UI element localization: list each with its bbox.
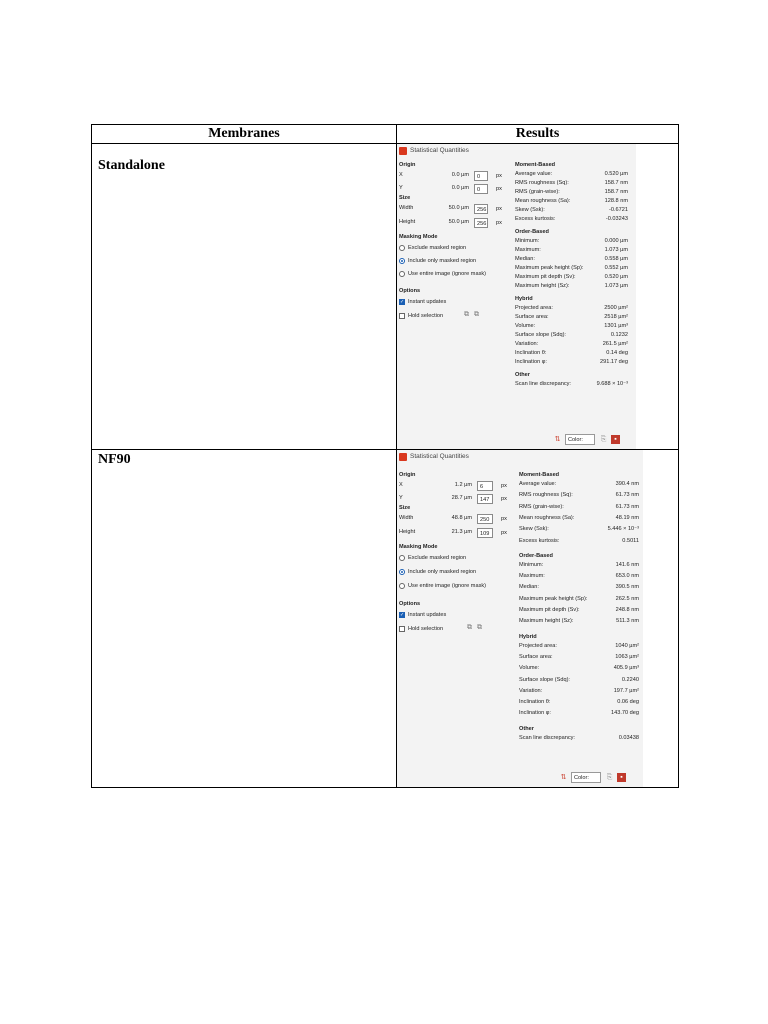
order-row-value: 653.0 nm [615,573,639,580]
height-value: 50.0 µm [448,219,469,225]
color-button[interactable]: Color: [571,772,601,783]
order-row-value: 1.073 µm [604,283,628,289]
mask-option-radio[interactable] [399,583,405,589]
y-value: 0.0 µm [451,185,469,191]
color-button[interactable]: Color: [565,434,595,445]
y-px-input[interactable]: 147 [477,494,493,504]
order-row-value: 1.073 µm [604,247,628,253]
other-row-value: 9.688 × 10⁻³ [596,381,628,387]
hybrid-heading: Hybrid [519,633,537,640]
x-label: X [399,482,403,488]
mask-option-radio[interactable] [399,245,405,251]
moment-row-label: Mean roughness (Sa): [519,514,575,521]
instant-updates-checkbox[interactable]: ✓ [400,612,405,618]
order-row-label: Minimum: [519,561,544,568]
moment-row-value: 0.5011 [622,537,639,544]
order-row-label: Maximum: [515,247,541,253]
height-label: Height [399,529,416,535]
hybrid-row-label: Inclination θ: [519,699,551,706]
x-value: 1.2 µm [454,482,472,488]
other-heading: Other [515,372,530,378]
moment-row-value: 61.73 nm [615,503,639,510]
mask-option-label[interactable]: Include only masked region [408,568,477,575]
membranes-results-table [91,124,679,788]
copy-icon[interactable]: ⎘ [600,436,607,443]
app-icon [399,453,407,461]
order-row-value: 390.5 nm [615,584,639,591]
copy-icon[interactable]: ⎘ [606,774,613,781]
moment-heading: Moment-Based [515,162,556,168]
instant-updates-label[interactable]: Instant updates [408,298,447,305]
moment-row-label: Excess kurtosis: [515,216,556,222]
spin-arrows-icon[interactable] [495,481,499,491]
width-px-input[interactable]: 256 [474,204,488,214]
x-px-input[interactable]: 0 [474,171,488,181]
x-px-input[interactable]: 6 [477,481,493,491]
order-row-value: 0.558 µm [604,256,628,262]
mask-option-radio[interactable] [399,569,405,575]
width-px-unit: px [496,206,502,212]
hybrid-row-value: 0.2240 [621,676,639,683]
y-label: Y [399,495,403,501]
moment-row-label: RMS roughness (Sq): [515,180,569,186]
hold-selection-label[interactable]: Hold selection [408,312,444,319]
width-label: Width [399,205,414,211]
hybrid-row-value: 1040 µm² [615,642,639,649]
hybrid-row-value: 1301 µm³ [604,323,628,329]
other-row-label: Scan line discrepancy: [515,381,571,387]
spin-arrows-icon[interactable] [490,218,494,228]
copy-icon[interactable]: ⧉ [464,311,469,318]
table-row [92,450,679,788]
x-px-unit: px [496,173,502,179]
moment-row-label: Average value: [515,171,553,177]
hybrid-row-label: Volume: [519,665,540,672]
moment-row-label: Excess kurtosis: [519,537,560,544]
hybrid-row-label: Inclination φ: [519,710,551,717]
order-row-value: 248.8 nm [615,607,639,613]
membrane-cell [92,450,397,788]
other-row-value: 0.03438 [618,734,639,741]
statistical-quantities-dialog [397,450,643,787]
other-heading: Other [519,725,534,732]
hybrid-row-value: 405.9 µm³ [613,665,639,672]
width-value: 50.0 µm [448,205,469,211]
mask-option-radio[interactable] [399,258,405,264]
y-label: Y [399,185,403,191]
moment-heading: Moment-Based [519,472,560,478]
save-icon[interactable]: ▪ [617,773,626,782]
mask-option-radio[interactable] [399,555,405,561]
order-heading: Order-Based [519,552,553,559]
paste-icon[interactable]: ⧉ [474,311,479,318]
order-row-label: Maximum pit depth (Sv): [515,274,576,280]
dialog-titlebar [397,450,643,464]
order-row-value: 141.6 nm [615,561,639,568]
dialog-titlebar [397,144,636,158]
swap-icon[interactable]: ⇅ [560,774,567,781]
order-row-value: 511.3 nm [616,618,639,625]
table-row [92,144,679,450]
order-row-label: Median: [515,256,535,262]
moment-row-label: Skew (Ssk): [519,526,549,533]
size-heading: Size [399,195,411,201]
hybrid-row-label: Variation: [515,341,539,347]
statistical-quantities-dialog [397,144,636,449]
order-row-label: Maximum: [519,573,545,580]
moment-row-value: 48.19 nm [615,514,639,521]
other-row-label: Scan line discrepancy: [519,734,575,741]
mask-option-label[interactable]: Use entire image (ignore mask) [408,582,487,589]
moment-row-value: 61.73 nm [615,492,639,499]
app-icon [399,147,407,155]
dialog-title: Statistical Quantities [410,147,469,154]
spin-arrows-icon[interactable] [495,514,499,524]
instant-updates-checkbox[interactable]: ✓ [400,299,405,305]
order-row-label: Maximum pit depth (Sv): [519,607,580,613]
moment-row-label: RMS (grain-wise): [515,189,560,195]
height-value: 21.3 µm [451,529,472,535]
order-row-value: 0.520 µm [604,274,628,280]
order-row-value: 262.5 nm [615,595,639,602]
membrane-label: NF90 [98,452,131,467]
hybrid-row-label: Surface area: [515,314,549,320]
masking-heading: Masking Mode [399,234,438,240]
height-label: Height [399,219,416,225]
hybrid-row-label: Variation: [519,687,543,694]
hybrid-row-label: Surface slope (Sdq): [519,676,570,683]
hybrid-row-label: Inclination φ: [515,359,547,365]
x-label: X [399,172,403,178]
height-px-input[interactable]: 109 [477,528,493,538]
mask-option-label[interactable]: Include only masked region [408,257,477,264]
hold-selection-label[interactable]: Hold selection [408,625,444,632]
hold-selection-checkbox[interactable] [399,313,405,319]
header-membranes: Membranes [92,125,397,144]
moment-row-value: 0.520 µm [604,171,628,177]
instant-updates-label[interactable]: Instant updates [408,611,447,618]
order-row-label: Maximum peak height (Sp): [515,265,584,271]
mask-option-radio[interactable] [399,271,405,277]
moment-row-value: -0.6721 [609,207,628,213]
hybrid-row-value: 0.06 deg [617,699,639,706]
membrane-label: Standalone [98,158,165,173]
moment-row-value: 128.8 nm [604,198,628,204]
order-row-label: Maximum height (Sz): [515,283,570,289]
y-value: 28.7 µm [451,495,472,501]
order-row-value: 0.000 µm [604,238,628,244]
moment-row-label: Mean roughness (Sa): [515,198,571,204]
hold-selection-checkbox[interactable] [399,626,405,632]
swap-icon[interactable]: ⇅ [554,436,561,443]
moment-row-label: RMS (grain-wise): [519,503,564,510]
hybrid-row-label: Projected area: [515,305,553,311]
y-px-unit: px [496,186,502,192]
header-results: Results [397,125,679,144]
hybrid-heading: Hybrid [515,296,533,302]
x-value: 0.0 µm [451,172,469,178]
table-header-row [92,125,679,144]
masking-heading: Masking Mode [399,544,438,550]
height-px-unit: px [496,220,502,226]
hybrid-row-label: Surface slope (Sdq): [515,332,566,338]
hybrid-row-value: 143.70 deg [611,710,639,717]
moment-row-value: 5.446 × 10⁻³ [607,526,639,533]
origin-heading: Origin [399,162,416,168]
hybrid-row-value: 291.17 deg [600,359,628,365]
moment-row-value: 158.7 nm [604,189,628,195]
hybrid-row-value: 0.14 deg [606,350,628,356]
y-px-input[interactable]: 0 [474,184,488,194]
hybrid-row-label: Projected area: [519,642,557,649]
copy-icon[interactable]: ⧉ [467,624,472,631]
height-px-unit: px [501,530,507,536]
options-heading: Options [399,601,421,607]
order-row-label: Maximum peak height (Sp): [519,595,588,602]
moment-row-label: Skew (Ssk): [515,207,545,213]
moment-row-label: Average value: [519,481,557,487]
spin-arrows-icon[interactable] [495,494,499,504]
hybrid-row-value: 0.1232 [610,332,628,338]
moment-row-value: 158.7 nm [604,180,628,186]
order-heading: Order-Based [515,229,549,235]
hybrid-row-label: Surface area: [519,653,553,660]
mask-option-label[interactable]: Use entire image (ignore mask) [408,270,487,277]
hybrid-row-value: 261.5 µm² [602,341,628,347]
order-row-value: 0.552 µm [604,265,628,271]
paste-icon[interactable]: ⧉ [477,624,482,631]
x-px-unit: px [501,483,507,489]
order-row-label: Minimum: [515,238,540,244]
moment-row-label: RMS roughness (Sq): [519,492,573,499]
width-px-unit: px [501,516,507,522]
height-px-input[interactable]: 256 [474,218,488,228]
moment-row-value: 390.4 nm [615,481,639,487]
width-px-input[interactable]: 250 [477,514,493,524]
order-row-label: Median: [519,584,539,591]
spin-arrows-icon[interactable] [495,528,499,538]
hybrid-row-value: 1063 µm² [615,653,639,660]
hybrid-row-label: Inclination θ: [515,350,547,356]
moment-row-value: -0.03243 [605,216,628,222]
options-heading: Options [399,288,421,294]
membrane-cell [92,144,397,450]
spin-arrows-icon[interactable] [490,204,494,214]
dialog-title: Statistical Quantities [410,453,469,460]
order-row-label: Maximum height (Sz): [519,618,574,625]
spin-arrows-icon[interactable] [490,171,494,181]
size-heading: Size [399,505,411,511]
hybrid-row-value: 197.7 µm² [613,687,639,694]
results-cell [397,144,679,450]
width-value: 48.8 µm [451,515,472,521]
results-cell [397,450,679,788]
spin-arrows-icon[interactable] [490,184,494,194]
width-label: Width [399,515,414,521]
y-px-unit: px [501,496,507,502]
save-icon[interactable]: ▪ [611,435,620,444]
hybrid-row-value: 2518 µm² [604,314,628,320]
mask-option-label[interactable]: Exclude masked region [408,244,467,251]
origin-heading: Origin [399,472,416,478]
mask-option-label[interactable]: Exclude masked region [408,554,467,561]
hybrid-row-value: 2500 µm² [604,305,628,311]
hybrid-row-label: Volume: [515,323,536,329]
